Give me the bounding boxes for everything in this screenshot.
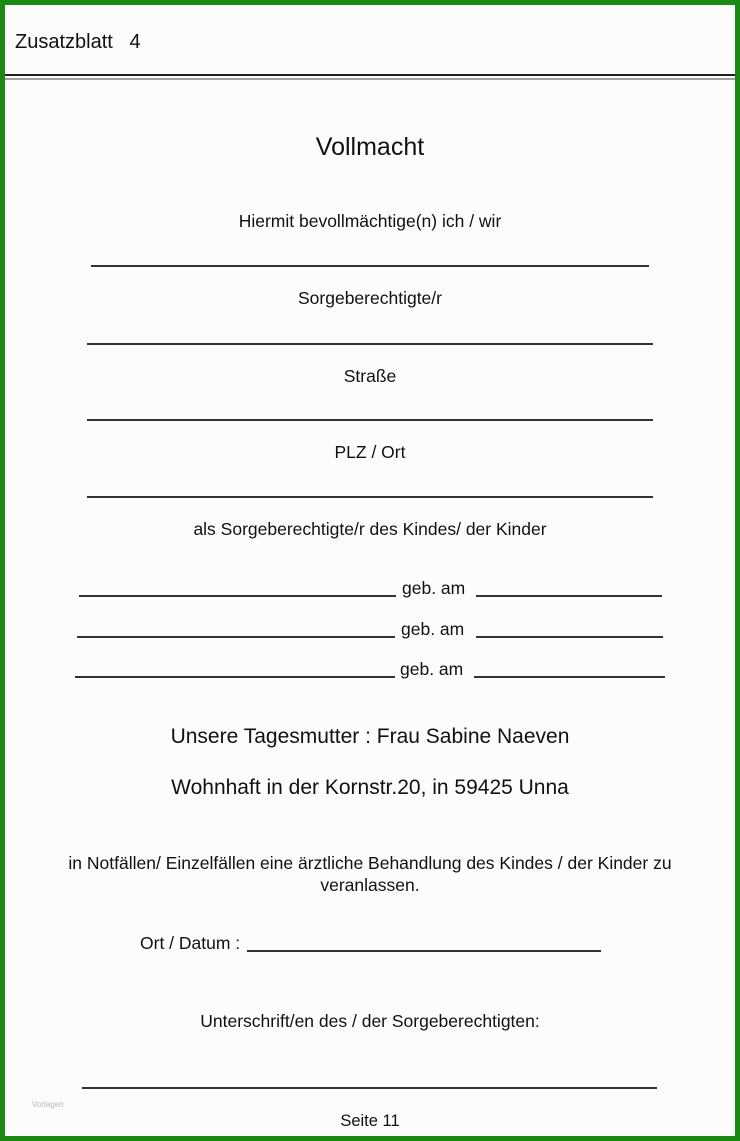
document-title: Vollmacht (315, 133, 425, 161)
child-row-3 (5, 659, 735, 683)
street-input-line[interactable] (87, 419, 653, 421)
child-name-line[interactable] (75, 676, 395, 678)
watermark: Vorlagen (32, 1100, 64, 1109)
caregiver-line: Unsere Tagesmutter : Frau Sabine Naeven (170, 725, 570, 748)
signature-input-line[interactable] (82, 1087, 657, 1089)
intro-text: Hiermit bevollmächtige(n) ich / wir (238, 211, 502, 231)
zip-city-label: PLZ / Ort (334, 442, 406, 462)
page-number: Seite 11 (340, 1112, 400, 1130)
place-date-label: Ort / Datum : (140, 933, 241, 953)
born-label: geb. am (401, 619, 465, 639)
birthdate-line[interactable] (474, 676, 665, 678)
born-label: geb. am (402, 578, 466, 598)
header-divider-dark (5, 74, 735, 76)
guardian-input-line[interactable] (87, 343, 653, 345)
header-divider-gray (5, 78, 735, 80)
child-name-line[interactable] (77, 636, 395, 638)
purpose-line-2: veranlassen. (320, 875, 420, 895)
signature-label: Unterschrift/en des / der Sorgeberechtigten: (200, 1011, 540, 1031)
birthdate-line[interactable] (476, 636, 663, 638)
children-intro: als Sorgeberechtigte/r des Kindes/ der Kinder (193, 519, 547, 539)
zip-city-input-line[interactable] (87, 496, 653, 498)
street-label: Straße (343, 366, 397, 386)
child-row-1 (5, 578, 735, 602)
purpose-line-1: in Notfällen/ Einzelfällen eine ärztliche Behandlung des Kindes / der Kinder zu (68, 853, 672, 873)
sheet-title: Zusatzblatt 4 (15, 31, 141, 53)
birthdate-line[interactable] (476, 595, 662, 597)
document-page (5, 5, 735, 1136)
guardian-label: Sorgeberechtigte/r (298, 288, 442, 308)
child-name-line[interactable] (79, 595, 396, 597)
place-date-input-line[interactable] (247, 950, 601, 952)
child-row-2 (5, 619, 735, 643)
address-line: Wohnhaft in der Kornstr.20, in 59425 Unna (171, 776, 569, 799)
page-header (5, 5, 735, 73)
name-input-line[interactable] (91, 265, 649, 267)
born-label: geb. am (400, 659, 464, 679)
